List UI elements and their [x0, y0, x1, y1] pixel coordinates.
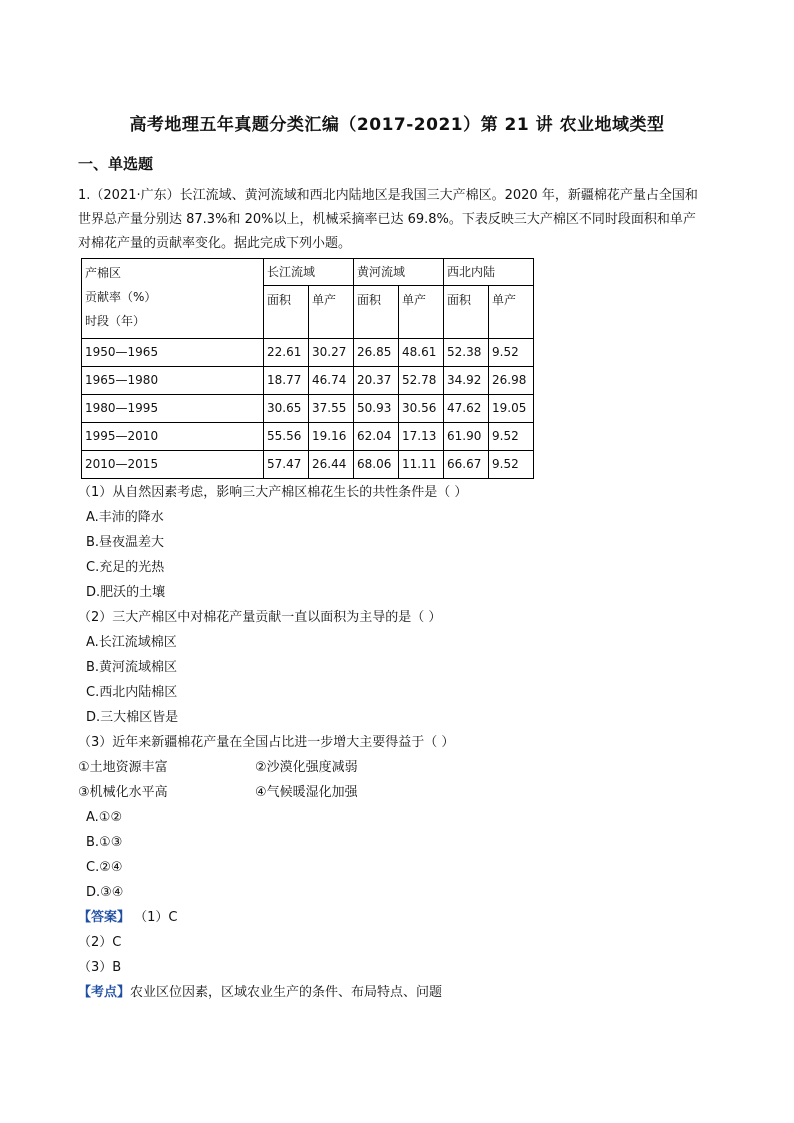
table-row	[82, 339, 534, 367]
value-cell: 52.38	[444, 339, 489, 367]
period-cell: 1995—2010	[82, 423, 264, 451]
answer-block	[78, 905, 178, 980]
value-cell: 17.13	[399, 423, 444, 451]
value-cell: 66.67	[444, 451, 489, 479]
section-heading: 一、单选题	[78, 155, 154, 173]
question-2	[78, 605, 441, 730]
question-stem: （2）三大产棉区中对棉花产量贡献一直以面积为主导的是（ ）	[78, 610, 442, 625]
sub-header: 面积	[444, 286, 489, 339]
corner-label-rate: 贡献率（%）	[85, 290, 157, 304]
value-cell: 47.62	[444, 395, 489, 423]
corner-label-period: 时段（年）	[85, 314, 146, 328]
option-c: C.充足的光热	[86, 560, 165, 575]
contribution-table	[81, 258, 534, 479]
value-cell: 22.61	[264, 339, 309, 367]
kaodian-text: 农业区位因素，区域农业生产的条件、布局特点、问题	[130, 985, 443, 1000]
document-title: 高考地理五年真题分类汇编（2017-2021）第 21 讲 农业地域类型	[129, 115, 665, 135]
question-stem: （1）从自然因素考虑，影响三大产棉区棉花生长的共性条件是（ ）	[78, 485, 468, 500]
option-b: B.黄河流域棉区	[86, 660, 178, 675]
value-cell: 46.74	[309, 367, 354, 395]
period-cell: 1950—1965	[82, 339, 264, 367]
option-a: A.长江流域棉区	[86, 635, 177, 650]
table-row	[82, 423, 534, 451]
sub-header: 单产	[489, 286, 534, 339]
value-cell: 19.16	[309, 423, 354, 451]
table-row	[82, 395, 534, 423]
value-cell: 57.47	[264, 451, 309, 479]
intro-line: 对棉花产量的贡献率变化。据此完成下列小题。	[78, 236, 352, 251]
value-cell: 30.27	[309, 339, 354, 367]
value-cell: 9.52	[489, 423, 534, 451]
option-a: A.丰沛的降水	[86, 510, 164, 525]
value-cell: 11.11	[399, 451, 444, 479]
period-cell: 1965—1980	[82, 367, 264, 395]
intro-line: 1.（2021·广东）长江流域、黄河流域和西北内陆地区是我国三大产棉区。2020 年，新疆棉花产量占全国和	[78, 188, 698, 203]
answer-label: 【答案】	[78, 910, 131, 925]
statement-row	[78, 780, 454, 805]
value-cell: 62.04	[354, 423, 399, 451]
kaodian-block	[78, 980, 442, 1005]
option-a: A.①②	[86, 810, 123, 825]
region-header: 西北内陆	[444, 259, 534, 286]
period-cell: 1980—1995	[82, 395, 264, 423]
sub-header: 面积	[354, 286, 399, 339]
statement: ③机械化水平高	[78, 785, 168, 800]
sub-header: 面积	[264, 286, 309, 339]
region-header: 长江流域	[264, 259, 354, 286]
table-row	[82, 451, 534, 479]
value-cell: 9.52	[489, 451, 534, 479]
value-cell: 52.78	[399, 367, 444, 395]
value-cell: 26.98	[489, 367, 534, 395]
intro-line: 世界总产量分别达 87.3%和 20%以上，机械采摘率已达 69.8%。下表反映三大产棉区不同时段面积和单产	[78, 212, 696, 227]
option-d: D.肥沃的土壤	[86, 585, 166, 600]
statement-row	[78, 755, 454, 780]
region-header: 黄河流域	[354, 259, 444, 286]
statement: ①土地资源丰富	[78, 760, 168, 775]
question-1	[78, 480, 467, 605]
value-cell: 26.44	[309, 451, 354, 479]
option-d: D.三大棉区皆是	[86, 710, 179, 725]
table-corner-header	[82, 259, 264, 339]
statement: ②沙漠化强度减弱	[255, 760, 358, 775]
value-cell: 34.92	[444, 367, 489, 395]
value-cell: 30.65	[264, 395, 309, 423]
value-cell: 61.90	[444, 423, 489, 451]
value-cell: 26.85	[354, 339, 399, 367]
value-cell: 19.05	[489, 395, 534, 423]
value-cell: 18.77	[264, 367, 309, 395]
question-3	[78, 730, 454, 905]
option-b: B.昼夜温差大	[86, 535, 165, 550]
value-cell: 20.37	[354, 367, 399, 395]
statement: ④气候暖湿化加强	[255, 785, 358, 800]
answer-line: （1）C	[134, 910, 178, 925]
sub-header: 单产	[309, 286, 354, 339]
value-cell: 50.93	[354, 395, 399, 423]
period-cell: 2010—2015	[82, 451, 264, 479]
option-b: B.①③	[86, 835, 123, 850]
answer-line: （3）B	[78, 960, 122, 975]
option-c: C.②④	[86, 860, 123, 875]
corner-label-region: 产棉区	[85, 266, 122, 280]
sub-header: 单产	[399, 286, 444, 339]
value-cell: 30.56	[399, 395, 444, 423]
value-cell: 48.61	[399, 339, 444, 367]
question-stem: （3）近年来新疆棉花产量在全国占比进一步增大主要得益于（ ）	[78, 735, 455, 750]
value-cell: 9.52	[489, 339, 534, 367]
value-cell: 55.56	[264, 423, 309, 451]
table-row	[82, 367, 534, 395]
answer-line: （2）C	[78, 935, 122, 950]
kaodian-label: 【考点】	[78, 985, 131, 1000]
question-intro	[78, 184, 718, 256]
option-c: C.西北内陆棉区	[86, 685, 178, 700]
value-cell: 68.06	[354, 451, 399, 479]
value-cell: 37.55	[309, 395, 354, 423]
option-d: D.③④	[86, 885, 124, 900]
